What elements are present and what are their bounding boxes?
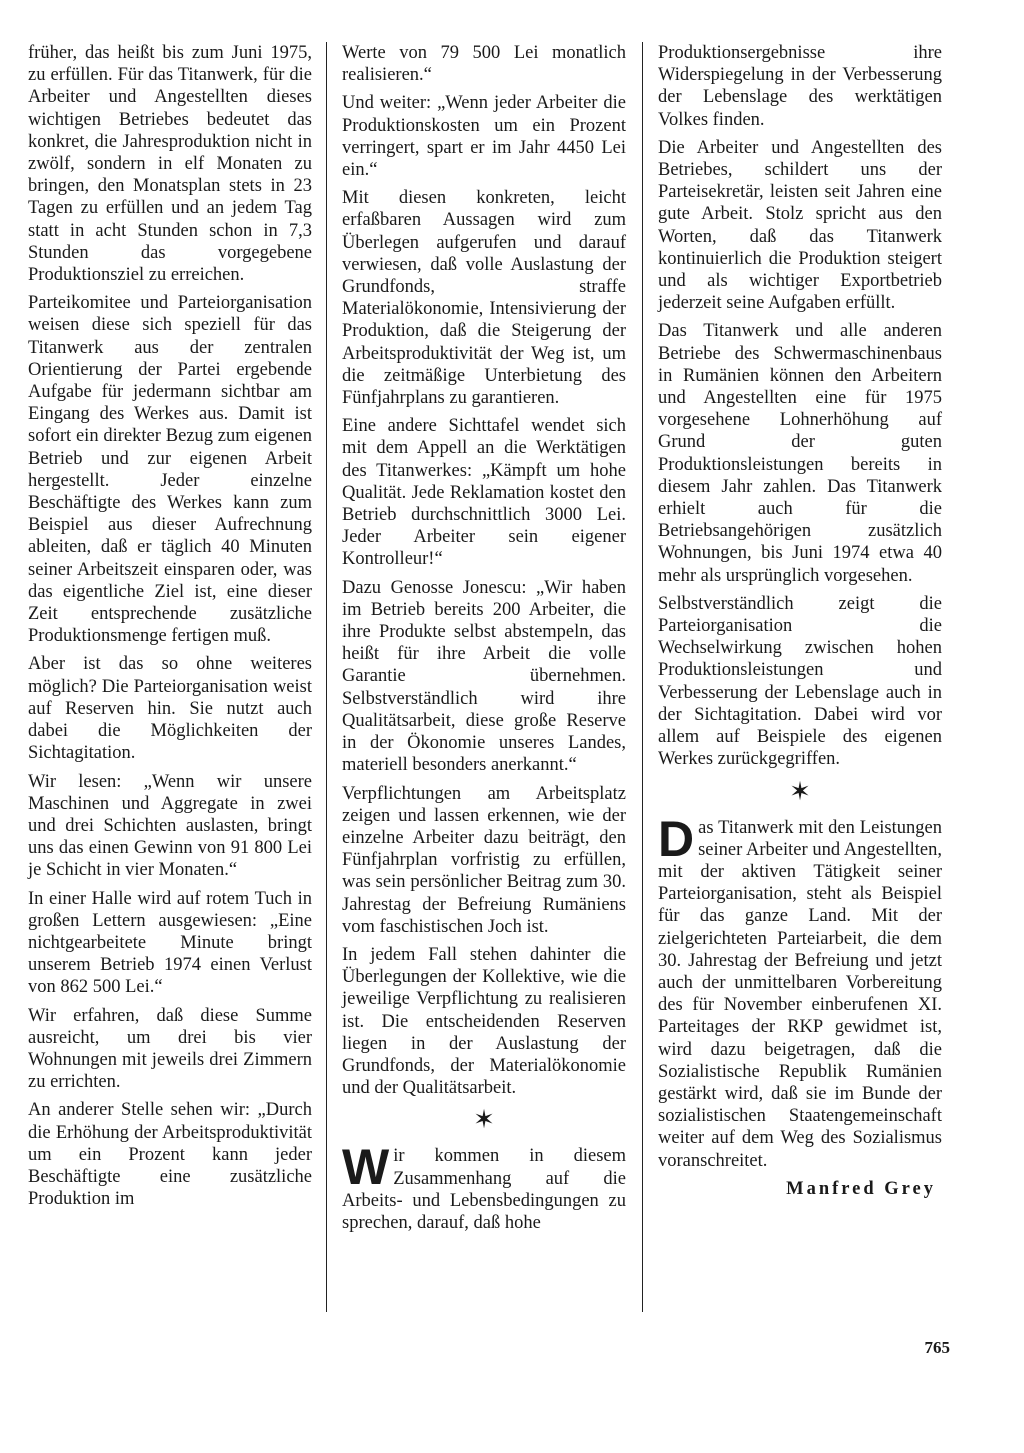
paragraph: Selbstverständlich zeigt die Parteiorganisation die Wechselwirkung zwischen hohen Produktionsleistungen und Verbesserung der Lebenslage auch in der Sichtagitation. Dabei wird vor allem auf Beispiele des eigenen Werkes zurückgegriffen. [658,593,942,770]
article-column-1 [28,42,312,1216]
paragraph: Parteikomitee und Parteiorganisation weisen diese sich speziell für das Titanwerk aus der zentralen Orientierung der Partei ergebende Aufgabe für jedermann sichtbar am Eingang des Werkes aus. Damit ist sofort ein direkter Bezug zum eigenen Betrieb und zur eigenen Arbeit hergestellt. Jeder einzelne Beschäftigte des Werkes kann zum Beispiel aus dieser Aufrechnung ableiten, daß er täglich 40 Minuten seiner Arbeitszeit einsparen oder, was das eigentliche Ziel ist, eine dieser Zeit entsprechende zusätzliche Produktionsmenge fertigen muß. [28,293,312,647]
article-column-2 [342,42,626,1240]
paragraph: Die Arbeiter und Angestellten des Betriebes, schildert uns der Parteisekretär, leisten seit Jahren eine gute Arbeit. Stolz spricht aus den Worten, daß das Titanwerk kontinuierlich die Produktion steigert und als wichtiger Exportbetrieb jederzeit seine Aufgaben erfüllt. [658,137,942,314]
paragraph: Produktionsergebnisse ihre Widerspiegelung in der Verbesserung der Lebenslage des werktätigen Volkes finden. [658,43,942,130]
paragraph-text: ir kommen in diesem Zusammenhang auf die Arbeits- und Lebensbedingungen zu sprechen, darauf, daß hohe [342,1146,626,1233]
section-separator-star: ✶ [789,776,811,806]
article-column-3 [658,42,942,1200]
paragraph: Werte von 79 500 Lei monatlich realisieren.“ [342,43,626,86]
column-divider [642,42,643,1312]
paragraph: früher, das heißt bis zum Juni 1975, zu erfüllen. Für das Titanwerk, für die Arbeiter und Angestellten dieses wichtigen Betriebes bedeutet das konkret, die Jahresproduktion nicht in zwölf, sondern in elf Monaten zu bringen, den Monatsplan stets in 23 Tagen zu erfüllen und an jedem Tag statt in acht Stunden schon in 7,3 Stunden das vorgegebene Produktionsziel zu erreichen. [28,43,312,286]
paragraph: Dazu Genosse Jonescu: „Wir haben im Betrieb bereits 200 Arbeiter, die ihre Produkte selbst abstempeln, das heißt für ihre Arbeit die volle Garantie übernehmen. Selbstverständlich wird ihre Qualitätsarbeit, diese große Reserve in der Ökonomie unseres Landes, materiell besonders anerkannt.“ [342,577,626,776]
paragraph: Und weiter: „Wenn jeder Arbeiter die Produktionskosten um ein Prozent verringert, spart er im Jahr 4450 Lei ein.“ [342,93,626,181]
page-number: 765 [924,1338,950,1357]
section-separator-star: ✶ [473,1105,495,1135]
paragraph-text: as Titanwerk mit den Leistungen seiner Arbeiter und Angestellten, mit der aktiven Tätigkeit seiner Parteiorganisation, steht als Beispiel für das ganze Land. Mit der zielgerichteten Parteiarbeit, die dem 30. Jahrestag der Befreiung und jetzt auch der unmittelbaren Vorbereitung des für November einberufenen XI. Parteitages der RKP gewidmet ist, wird dazu beigetragen, daß die Sozialistische Republik Rumänien gestärkt wird, daß sie im Bunde der sozialistischen Staatengemeinschaft weiter auf dem Weg des Sozialismus voranschreitet. [658,817,942,1171]
paragraph: Mit diesen konkreten, leicht erfaßbaren Aussagen wird zum Überlegen aufgerufen und darauf verwiesen, daß volle Auslastung der Grundfonds, straffe Materialökonomie, Intensivierung der Produktion, daß die Steigerung der Arbeitsproduktivität der Weg ist, um die zeitmäßige Unterbietung des Fünfjahrplans zu garantieren. [342,188,626,409]
author-signature: Manfred Grey [786,1178,936,1199]
paragraph: Aber ist das so ohne weiteres möglich? Die Parteiorganisation weist auf Reserven hin. Sie nutzt auch dabei die Möglichkeiten der Sichtagitation. [28,654,312,764]
dropcap-paragraph [342,1139,626,1234]
paragraph: Eine andere Sichttafel wendet sich mit dem Appell an die Werktätigen des Titanwerkes: „Kämpft um hohe Qualität. Jede Reklamation kostet den Betrieb durchschnittlich 3000 Lei. Jeder Arbeiter sein eigener Kontrolleur!“ [342,416,626,570]
drop-cap: W [342,1139,390,1196]
column-divider [326,42,327,1312]
paragraph: In jedem Fall stehen dahinter die Überlegungen der Kollektive, wie die jeweilige Verpflichtung zu realisieren ist. Die entscheidenden Reserven liegen in der Auslastung der Grundfonds, der Materialökonomie und der Qualitätsarbeit. [342,944,626,1099]
paragraph: Wir lesen: „Wenn wir unsere Maschinen und Aggregate in zwei und drei Schichten auslasten, bringt uns das einen Gewinn von 91 800 Lei je Schicht in vier Monaten.“ [28,771,312,881]
paragraph: An anderer Stelle sehen wir: „Durch die Erhöhung der Arbeitsproduktivität um ein Prozent kann jeder Beschäftigte eine zusätzliche Produktion im [28,1100,312,1210]
dropcap-paragraph [658,810,942,1172]
paragraph: In einer Halle wird auf rotem Tuch in großen Lettern ausgewiesen: „Eine nichtgearbeitete Minute bringt unserem Betrieb 1974 einen Verlust von 862 500 Lei.“ [28,888,312,998]
paragraph: Verpflichtungen am Arbeitsplatz zeigen und lassen erkennen, wie der einzelne Arbeiter dazu beiträgt, den Fünfjahrplan vorfristig zu erfüllen, was sein persönlicher Beitrag zum 30. Jahrestag der Befreiung Rumäniens vom faschistischen Joch ist. [342,783,626,937]
paragraph: Wir erfahren, daß diese Summe ausreicht, um drei bis vier Wohnungen mit jeweils drei Zimmern zu errichten. [28,1005,312,1093]
drop-cap: D [658,810,695,867]
paragraph: Das Titanwerk und alle anderen Betriebe des Schwermaschinenbaus in Rumänien können den Arbeitern und Angestellten eine für 1975 vorgesehene Lohnerhöhung auf Grund der guten Produktionsleistungen bereits in diesem Jahr zahlen. Das Titanwerk erhielt auch für die Betriebsangehörigen zusätzlich Wohnungen, bis Juni 1974 etwa 40 mehr als ursprünglich vorgesehen. [658,321,942,586]
